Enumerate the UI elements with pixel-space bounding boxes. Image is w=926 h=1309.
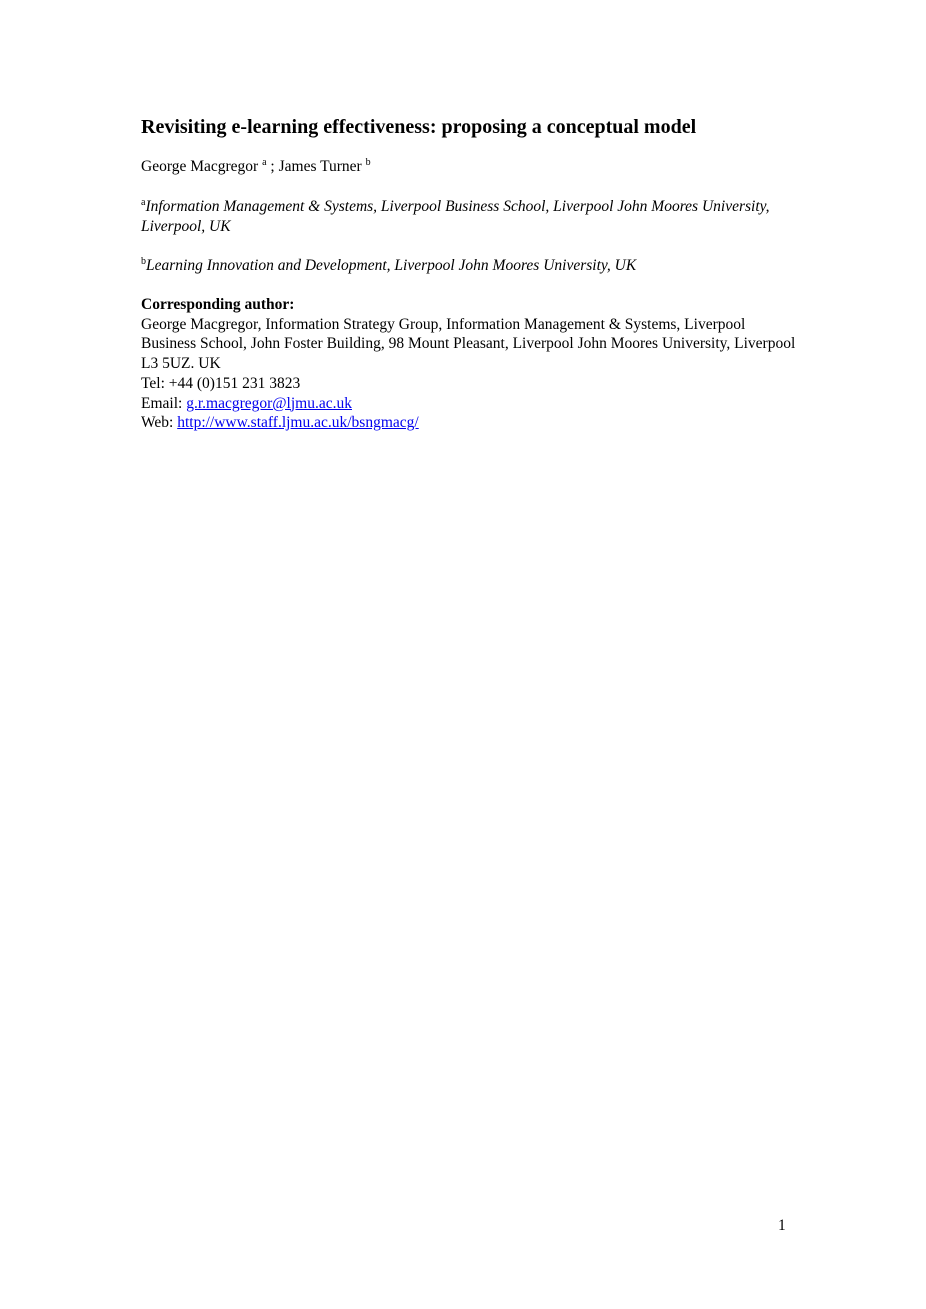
author-name: James Turner: [278, 158, 362, 175]
affiliation-text: Learning Innovation and Development, Liverpool John Moores University, UK: [146, 257, 637, 274]
email-label: Email:: [141, 394, 187, 412]
corresponding-author-block: [141, 295, 801, 433]
author-separator: ;: [266, 158, 279, 175]
telephone: Tel: +44 (0)151 231 3823: [141, 374, 301, 392]
affiliation-marker: b: [365, 157, 371, 168]
affiliation-marker: a: [141, 197, 146, 208]
email-link[interactable]: g.r.macgregor@ljmu.ac.uk: [186, 394, 352, 412]
affiliation-marker: b: [141, 256, 146, 267]
affiliation-b: [141, 256, 636, 276]
author-name: George Macgregor: [141, 158, 259, 175]
web-label: Web:: [141, 414, 178, 432]
affiliation-marker: a: [262, 157, 267, 168]
web-link[interactable]: http://www.staff.ljmu.ac.uk/bsngmacg/: [177, 414, 419, 432]
corresponding-author-heading: Corresponding author:: [141, 296, 295, 313]
web-line: [141, 413, 801, 433]
affiliation-a: [141, 197, 791, 237]
affiliation-text: Information Management & Systems, Liverpool Business School, Liverpool John Moores University, Liverpool, UK: [141, 198, 770, 235]
author-list: [141, 157, 371, 177]
email-line: [141, 394, 801, 414]
page-number: 1: [778, 1217, 786, 1234]
paper-title: Revisiting e-learning effectiveness: proposing a conceptual model: [141, 116, 697, 138]
corresponding-address: George Macgregor, Information Strategy Group, Information Management & Systems, Liverpool Business School, John Foster Building, 98 Mount Pleasant, Liverpool John Moores University, Liverpool L3 5UZ. UK: [141, 315, 796, 373]
